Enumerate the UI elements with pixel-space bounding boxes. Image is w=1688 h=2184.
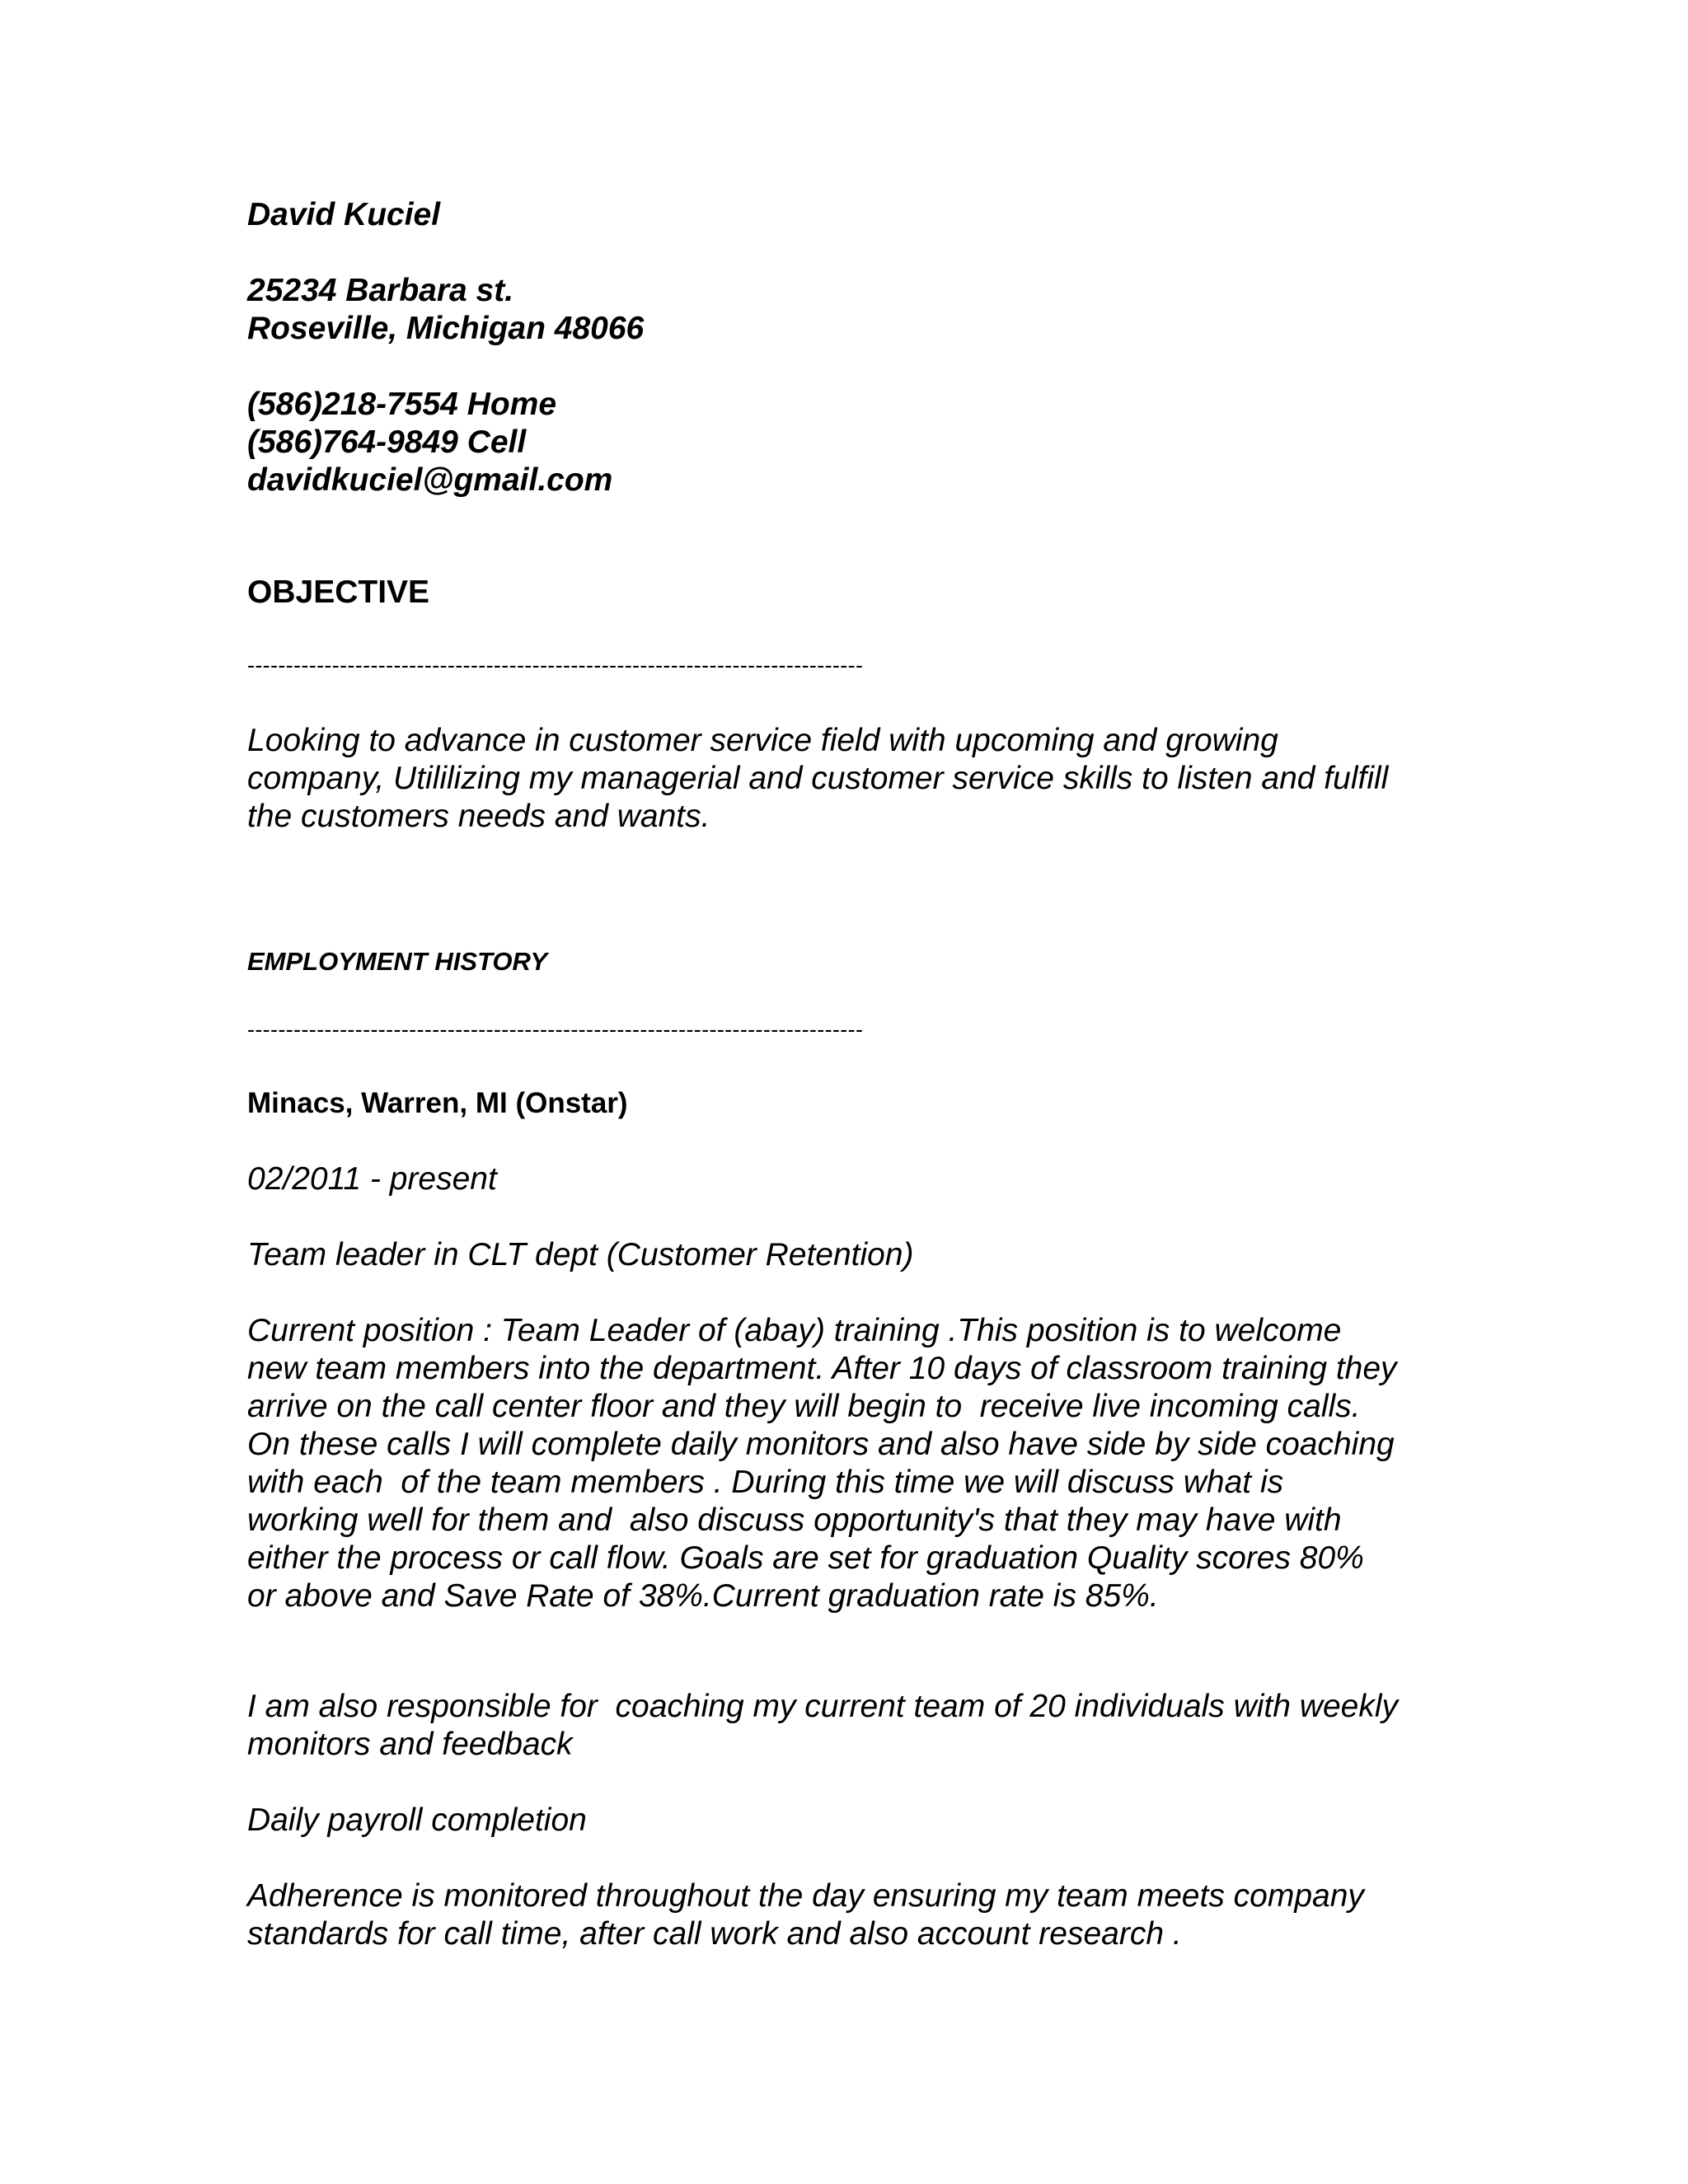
candidate-name: David Kuciel [247, 197, 441, 232]
employment-divider: -------------------------------------------------------------------------------- [247, 1017, 864, 1042]
job-title: Team leader in CLT dept (Customer Retention) [247, 1237, 914, 1272]
home-phone: (586)218-7554 Home [247, 387, 557, 422]
description-line: new team members into the department. After 10 days of classroom training they [247, 1351, 1397, 1386]
employment-heading: EMPLOYMENT HISTORY [247, 947, 548, 976]
address-line-1: 25234 Barbara st. [247, 273, 514, 308]
address-line-2: Roseville, Michigan 48066 [247, 311, 645, 346]
description-line: Current position : Team Leader of (abay) training .This position is to welcome [247, 1313, 1342, 1348]
description-line: working well for them and also discuss opportunity's that they may have with [247, 1502, 1342, 1538]
objective-line: the customers needs and wants. [247, 799, 710, 834]
description-line: On these calls I will complete daily monitors and also have side by side coaching [247, 1427, 1395, 1462]
coaching-line: monitors and feedback [247, 1727, 573, 1762]
coaching-line: I am also responsible for coaching my current team of 20 individuals with weekly [247, 1689, 1398, 1724]
cell-phone: (586)764-9849 Cell [247, 424, 527, 460]
objective-line: company, Utililizing my managerial and customer service skills to listen and fulfill [247, 761, 1389, 796]
payroll-duty: Daily payroll completion [247, 1802, 587, 1838]
objective-divider: -------------------------------------------------------------------------------- [247, 653, 864, 677]
adherence-line: standards for call time, after call work and also account research . [247, 1916, 1182, 1952]
email-address: davidkuciel@gmail.com [247, 462, 613, 498]
description-line: with each of the team members . During this time we will discuss what is [247, 1465, 1284, 1500]
employment-dates: 02/2011 - present [247, 1161, 497, 1197]
objective-heading: OBJECTIVE [247, 574, 430, 610]
adherence-line: Adherence is monitored throughout the day ensuring my team meets company [247, 1878, 1364, 1914]
description-line: either the process or call flow. Goals are set for graduation Quality scores 80% [247, 1540, 1364, 1576]
objective-line: Looking to advance in customer service field with upcoming and growing [247, 723, 1278, 758]
description-line: or above and Save Rate of 38%.Current graduation rate is 85%. [247, 1578, 1159, 1614]
employer-name: Minacs, Warren, MI (Onstar) [247, 1087, 628, 1119]
description-line: arrive on the call center floor and they will begin to receive live incoming calls. [247, 1389, 1361, 1424]
